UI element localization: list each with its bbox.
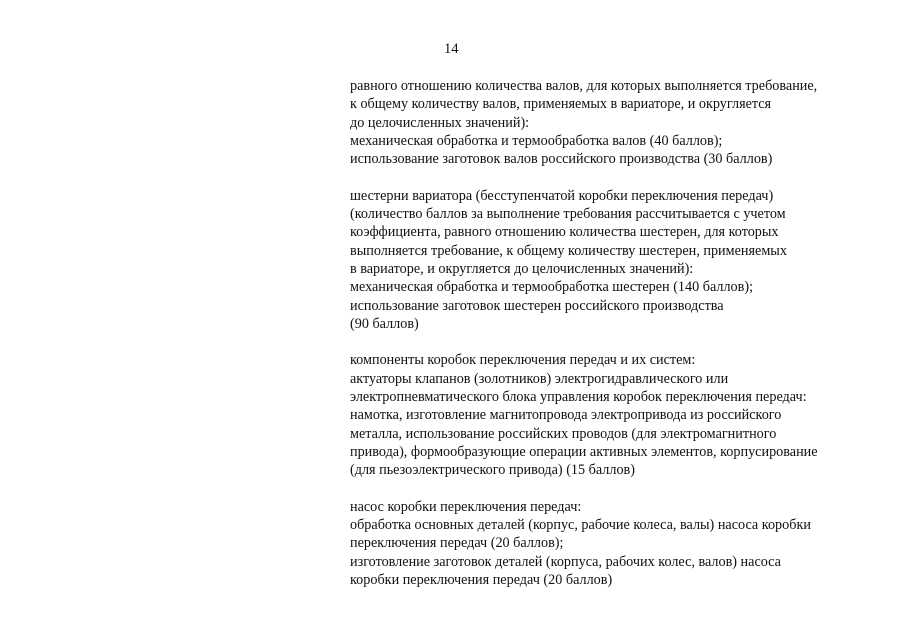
text-line: электропневматического блока управления коробок переключения передач: (350, 389, 807, 406)
text-line: переключения передач (20 баллов); (350, 535, 564, 552)
text-line: обработка основных деталей (корпус, рабочие колеса, валы) насоса коробки (350, 517, 811, 534)
text-line: насос коробки переключения передач: (350, 498, 582, 515)
text-line: к общему количеству валов, применяемых в вариаторе, и округляется (350, 96, 772, 113)
text-line: (для пьезоэлектрического привода) (15 баллов) (350, 462, 635, 479)
text-line: коробки переключения передач (20 баллов) (350, 572, 613, 589)
paragraph-gap (350, 480, 870, 498)
text-line: равного отношению количества валов, для которых выполняется требование, (350, 78, 818, 94)
text-line: использование заготовок шестерен российского производства (350, 297, 724, 314)
text-line: металла, использование российских проводов (для электромагнитного (350, 425, 777, 442)
text-line: выполняется требование, к общему количеству шестерен, применяемых (350, 242, 787, 259)
text-line: механическая обработка и термообработка валов (40 баллов); (350, 132, 723, 149)
text-line: (90 баллов) (350, 315, 419, 332)
document-body (350, 77, 870, 589)
paragraph-shaft-requirements (350, 77, 870, 168)
paragraph-gearbox-components (350, 351, 870, 479)
page-number: 14 (444, 41, 459, 57)
text-line: шестерни вариатора (бесступенчатой коробки переключения передач) (350, 187, 774, 204)
text-line: (количество баллов за выполнение требования рассчитывается с учетом (350, 206, 786, 223)
text-line: коэффициента, равного отношению количества шестерен, для которых (350, 224, 779, 241)
text-line: до целочисленных значений): (350, 114, 530, 131)
text-line: намотка, изготовление магнитопровода электропривода из российского (350, 407, 782, 424)
text-line: использование заготовок валов российского производства (30 баллов) (350, 151, 773, 168)
text-line: в вариаторе, и округляется до целочисленных значений): (350, 260, 694, 277)
paragraph-gearbox-pump (350, 498, 870, 589)
text-line: механическая обработка и термообработка шестерен (140 баллов); (350, 279, 754, 296)
paragraph-variator-gears (350, 187, 870, 333)
paragraph-gap (350, 333, 870, 351)
text-line: изготовление заготовок деталей (корпуса, рабочих колес, валов) насоса (350, 553, 781, 570)
text-line: компоненты коробок переключения передач и их систем: (350, 352, 696, 369)
text-line: привода), формообразующие операции активных элементов, корпусирование (350, 443, 818, 460)
paragraph-gap (350, 168, 870, 186)
text-line: актуаторы клапанов (золотников) электрогидравлического или (350, 370, 729, 387)
